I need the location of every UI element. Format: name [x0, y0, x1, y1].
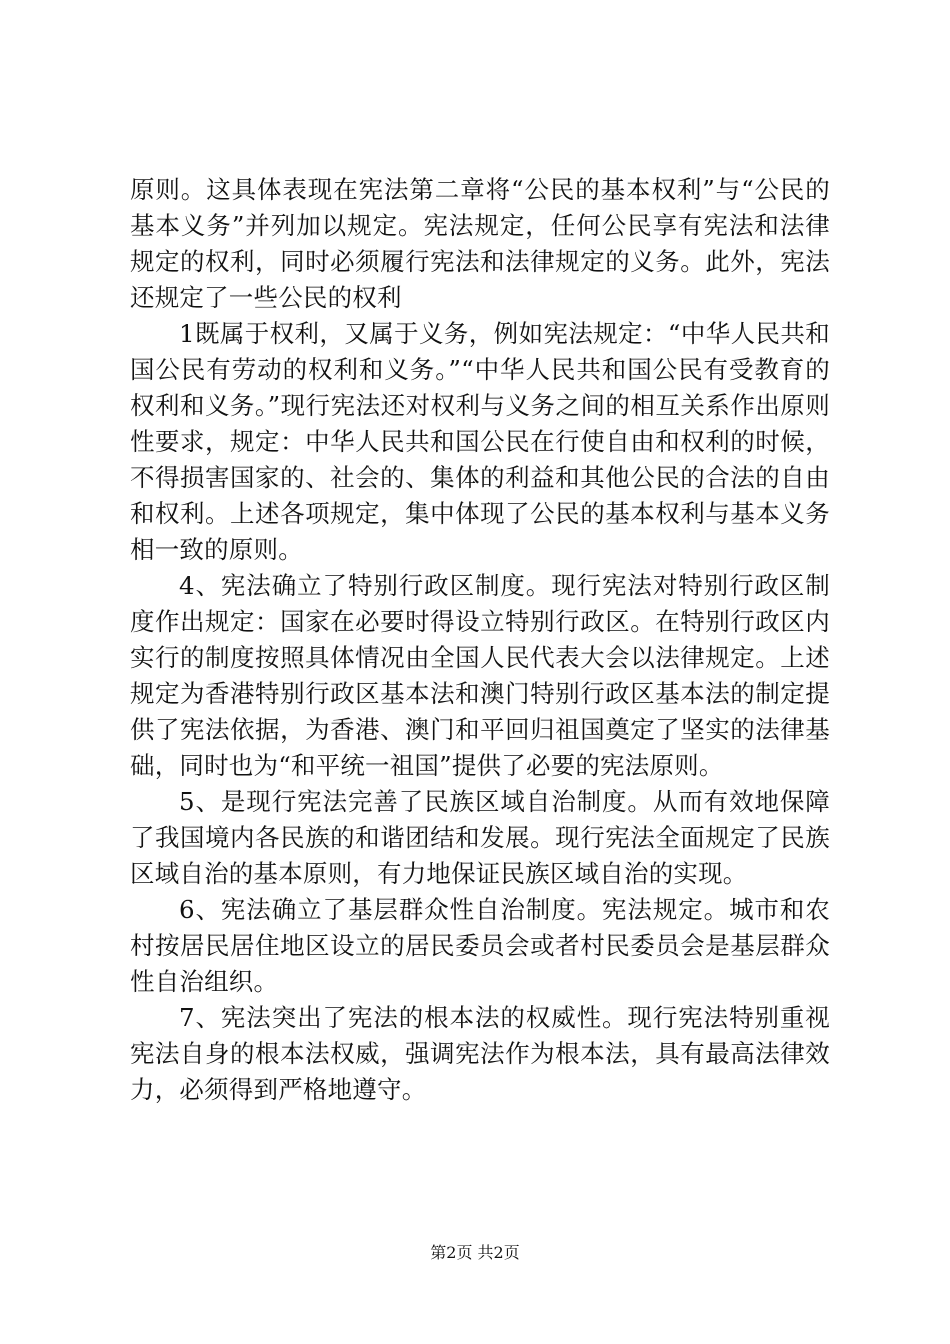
- page-footer: [0, 1243, 950, 1263]
- paragraph-1: 原则。这具体表现在宪法第二章将“公民的基本权利”与“公民的基本义务”并列加以规定。宪法规定，任何公民享有宪法和法律规定的权利，同时必须履行宪法和法律规定的义务。此外，宪法还规定了一些公民的权利: [130, 175, 830, 312]
- paragraph-3: 4、宪法确立了特别行政区制度。现行宪法对特别行政区制度作出规定：国家在必要时得设立特别行政区。在特别行政区内实行的制度按照具体情况由全国人民代表大会以法律规定。上述规定为香港特别行政区基本法和澳门特别行政区基本法的制定提供了宪法依据，为香港、澳门和平回归祖国奠定了坚实的法律基础，同时也为“和平统一祖国”提供了必要的宪法原则。: [130, 571, 830, 780]
- document-body: [130, 172, 830, 1108]
- paragraph-5: 6、宪法确立了基层群众性自治制度。宪法规定。城市和农村按居民居住地区设立的居民委员会或者村民委员会是基层群众性自治组织。: [130, 895, 830, 996]
- paragraph-6: 7、宪法突出了宪法的根本法的权威性。现行宪法特别重视宪法自身的根本法权威，强调宪法作为根本法，具有最高法律效力，必须得到严格地遵守。: [130, 1003, 830, 1104]
- paragraph-2: 1既属于权利，又属于义务，例如宪法规定：“中华人民共和国公民有劳动的权利和义务。”“中华人民共和国公民有受教育的权利和义务。”现行宪法还对权利与义务之间的相互关系作出原则性要求，规定：中华人民共和国公民在行使自由和权利的时候，不得损害国家的、社会的、集体的利益和其他公民的合法的自由和权利。上述各项规定，集中体现了公民的基本权利与基本义务相一致的原则。: [130, 319, 830, 564]
- page-number-label: 第2页 共2页: [430, 1243, 520, 1262]
- paragraph-4: 5、是现行宪法完善了民族区域自治制度。从而有效地保障了我国境内各民族的和谐团结和发展。现行宪法全面规定了民族区域自治的基本原则，有力地保证民族区域自治的实现。: [130, 787, 830, 888]
